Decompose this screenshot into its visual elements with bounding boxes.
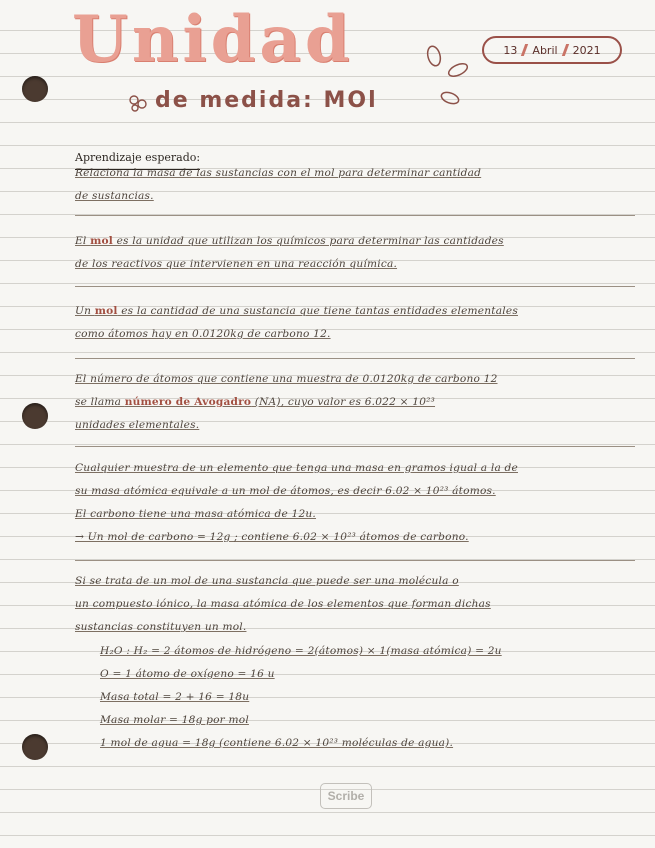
- section-divider: [75, 286, 635, 287]
- section-divider: [75, 560, 635, 561]
- text-line: Un mol es la cantidad de una sustancia que tiene tantas entidades elementales: [75, 305, 518, 317]
- text-line: El mol es la unidad que utilizan los químicos para determinar las cantidades: [75, 235, 504, 247]
- text-line: Relaciona la masa de las sustancias con el mol para determinar cantidad: [75, 167, 482, 179]
- date-month: Abril: [532, 43, 558, 57]
- highlight-term: mol: [94, 305, 118, 317]
- text-line: sustancias constituyen un mol.: [75, 621, 247, 633]
- text-line: de los reactivos que intervienen en una reacción química.: [75, 258, 398, 270]
- text-line: → Un mol de carbono = 12g ; contiene 6.02 × 10²³ átomos de carbono.: [75, 531, 469, 543]
- flower-doodle-icon: [126, 92, 152, 114]
- avogadro-section: [75, 368, 635, 437]
- text-line: Masa molar = 18g por mol: [100, 714, 249, 726]
- binder-hole: [22, 403, 48, 429]
- binder-hole: [22, 76, 48, 102]
- page-title: Unidad: [72, 2, 354, 77]
- section-divider: [75, 446, 635, 447]
- objective-text: [75, 162, 635, 208]
- section-divider: [75, 215, 635, 216]
- sample-section: [75, 457, 635, 549]
- text-line: como átomos hay en 0.0120kg de carbono 12.: [75, 328, 331, 340]
- date-separator: [521, 44, 528, 56]
- text-line: Masa total = 2 + 16 = 18u: [100, 691, 250, 703]
- highlight-term: número de Avogadro: [124, 396, 252, 408]
- text-line: 1 mol de agua = 18g (contiene 6.02 × 10²³ moléculas de agua).: [100, 737, 454, 749]
- text-line: O = 1 átomo de oxígeno = 16 u: [100, 668, 275, 680]
- date-separator: [561, 44, 568, 56]
- text-line: se llama número de Avogadro (NA), cuyo valor es 6.022 × 10²³: [75, 396, 436, 408]
- date-day: 13: [503, 43, 518, 57]
- page-subtitle: de medida: MOl: [155, 88, 378, 113]
- text-line: El carbono tiene una masa atómica de 12u.: [75, 508, 317, 520]
- date-year: 2021: [572, 43, 601, 57]
- objective-heading: Aprendizaje esperado:: [75, 146, 200, 170]
- highlight-term: mol: [90, 235, 113, 247]
- section-divider: [75, 358, 635, 359]
- text-line: H₂O : H₂ = 2 átomos de hidrógeno = 2(átomos) × 1(masa atómica) = 2u: [100, 645, 502, 657]
- leaf-doodle-icon: [420, 40, 480, 110]
- text-line: El número de átomos que contiene una muestra de 0.0120kg de carbono 12: [75, 373, 498, 385]
- text-line: su masa atómica equivale a un mol de átomos, es decir 6.02 × 10²³ átomos.: [75, 485, 496, 497]
- date-badge: [482, 36, 622, 64]
- mol-definition-2: [75, 300, 635, 346]
- text-line: de sustancias.: [75, 190, 154, 202]
- water-example: [100, 640, 635, 755]
- binder-hole: [22, 734, 48, 760]
- scribe-watermark: Scribe: [320, 783, 372, 809]
- text-line: Cualquier muestra de un elemento que tenga una masa en gramos igual a la de: [75, 462, 518, 474]
- text-line: unidades elementales.: [75, 419, 200, 431]
- molecule-section: [75, 570, 635, 639]
- text-line: Si se trata de un mol de una sustancia que puede ser una molécula o: [75, 575, 459, 587]
- text-line: un compuesto iónico, la masa atómica de los elementos que forman dichas: [75, 598, 491, 610]
- mol-definition-1: [75, 230, 635, 276]
